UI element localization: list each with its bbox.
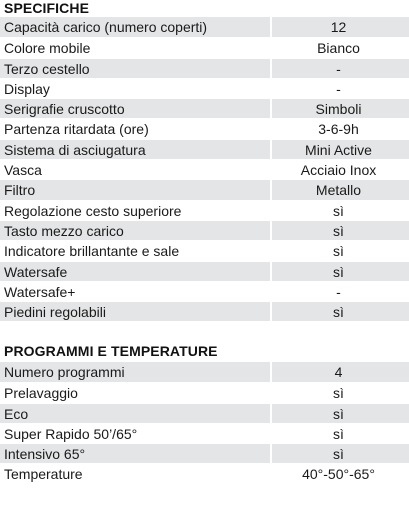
table-row bbox=[0, 98, 409, 118]
row-value: sì bbox=[272, 301, 409, 321]
row-label: Intensivo 65° bbox=[0, 443, 272, 463]
row-value: sì bbox=[272, 220, 409, 240]
table-row bbox=[0, 58, 409, 78]
row-value: 4 bbox=[272, 362, 409, 382]
specifiche-table bbox=[0, 17, 409, 321]
row-label: Watersafe+ bbox=[0, 281, 272, 301]
row-value: Mini Active bbox=[272, 139, 409, 159]
table-row bbox=[0, 159, 409, 179]
table-row bbox=[0, 240, 409, 260]
table-row bbox=[0, 443, 409, 463]
row-label: Watersafe bbox=[0, 261, 272, 281]
row-value: Bianco bbox=[272, 37, 409, 57]
row-label: Filtro bbox=[0, 179, 272, 199]
table-row bbox=[0, 179, 409, 199]
table-row bbox=[0, 37, 409, 57]
table-row bbox=[0, 301, 409, 321]
row-label: Regolazione cesto superiore bbox=[0, 200, 272, 220]
row-label: Serigrafie cruscotto bbox=[0, 98, 272, 118]
row-label: Super Rapido 50’/65° bbox=[0, 423, 272, 443]
row-value: 3-6-9h bbox=[272, 118, 409, 138]
row-value: Acciaio Inox bbox=[272, 159, 409, 179]
table-row bbox=[0, 463, 409, 483]
row-value: Metallo bbox=[272, 179, 409, 199]
row-label: Capacità carico (numero coperti) bbox=[0, 17, 272, 37]
row-value: - bbox=[272, 281, 409, 301]
row-value: - bbox=[272, 78, 409, 98]
row-value: sì bbox=[272, 261, 409, 281]
row-label: Temperature bbox=[0, 463, 272, 483]
table-row bbox=[0, 362, 409, 382]
table-row bbox=[0, 220, 409, 240]
table-row bbox=[0, 118, 409, 138]
row-value: 12 bbox=[272, 17, 409, 37]
section-title-specifiche: SPECIFICHE bbox=[4, 0, 90, 16]
table-row bbox=[0, 200, 409, 220]
row-label: Numero programmi bbox=[0, 362, 272, 382]
programmi-table bbox=[0, 362, 409, 484]
row-value: Simboli bbox=[272, 98, 409, 118]
row-label: Colore mobile bbox=[0, 37, 272, 57]
row-label: Prelavaggio bbox=[0, 382, 272, 402]
row-value: - bbox=[272, 58, 409, 78]
row-label: Vasca bbox=[0, 159, 272, 179]
row-value: sì bbox=[272, 200, 409, 220]
table-row bbox=[0, 78, 409, 98]
row-value: 40°-50°-65° bbox=[272, 463, 409, 483]
row-label: Indicatore brillantante e sale bbox=[0, 240, 272, 260]
row-label: Display bbox=[0, 78, 272, 98]
table-row bbox=[0, 382, 409, 402]
table-row bbox=[0, 139, 409, 159]
row-label: Tasto mezzo carico bbox=[0, 220, 272, 240]
row-label: Eco bbox=[0, 403, 272, 423]
table-row bbox=[0, 403, 409, 423]
row-value: sì bbox=[272, 423, 409, 443]
table-row bbox=[0, 261, 409, 281]
row-label: Partenza ritardata (ore) bbox=[0, 118, 272, 138]
row-label: Sistema di asciugatura bbox=[0, 139, 272, 159]
section-title-programmi: PROGRAMMI E TEMPERATURE bbox=[4, 343, 218, 359]
row-value: sì bbox=[272, 240, 409, 260]
row-value: sì bbox=[272, 443, 409, 463]
row-label: Piedini regolabili bbox=[0, 301, 272, 321]
table-row bbox=[0, 17, 409, 37]
row-value: sì bbox=[272, 403, 409, 423]
table-row bbox=[0, 423, 409, 443]
row-value: sì bbox=[272, 382, 409, 402]
row-label: Terzo cestello bbox=[0, 58, 272, 78]
table-row bbox=[0, 281, 409, 301]
